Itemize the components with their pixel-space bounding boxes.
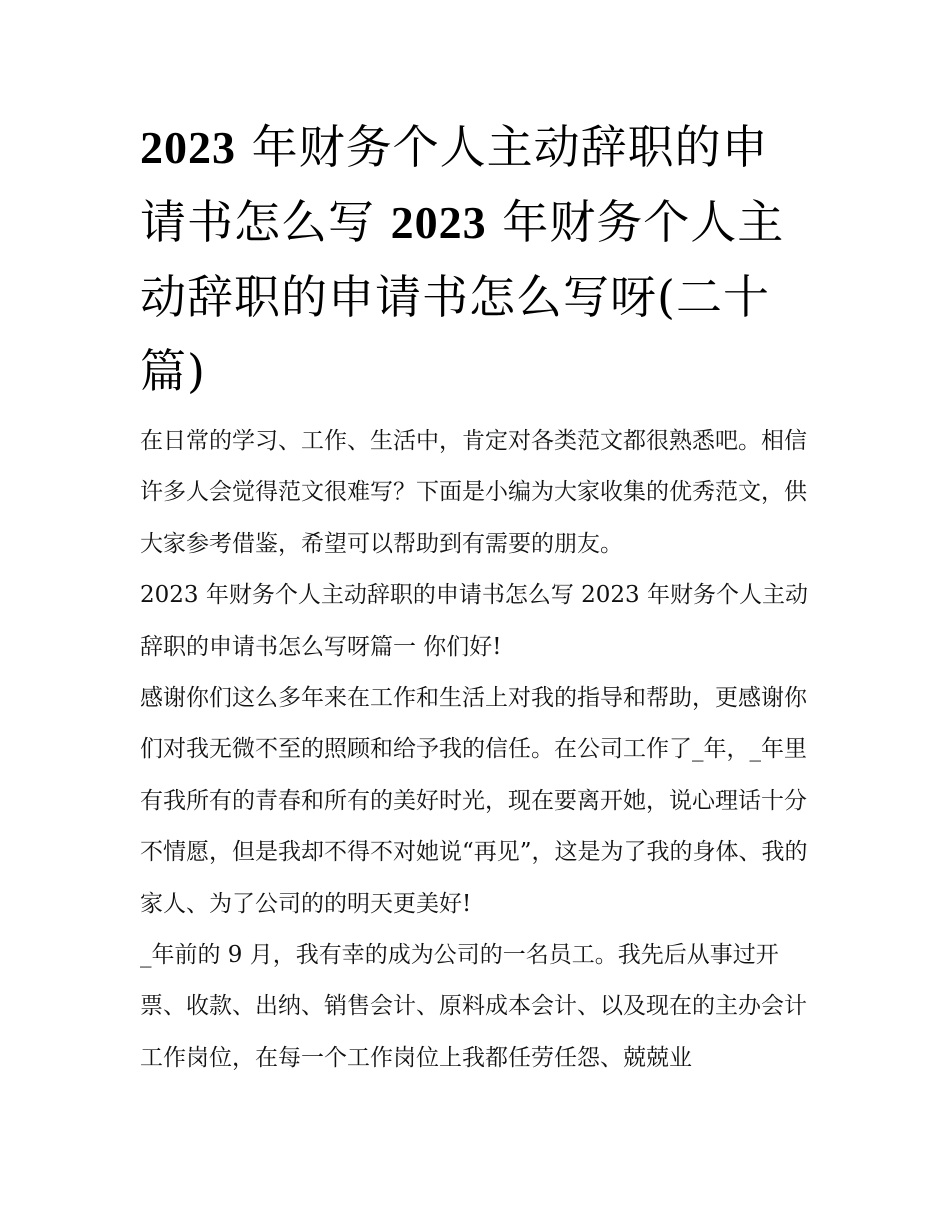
title-year-2: 2023 [390,197,487,248]
document-content [140,110,812,1084]
title-text-1: 年财务个人主动辞职的申请书怎么写 [140,120,769,249]
document-title [140,110,812,408]
title-year-1: 2023 [140,122,236,173]
document-body [140,416,812,1084]
paragraph-history: _年前的 9 月，我有幸的成为公司的一名员工。我先后从事过开票、收款、出纳、销售会计、原料成本会计、以及现在的主办会计工作岗位，在每一个工作岗位上我都任劳任怨、兢兢业 [140,942,807,1071]
paragraph-thanks: 感谢你们这么多年来在工作和生活上对我的指导和帮助，更感谢你们对我无微不至的照顾和给予我的信任。在公司工作了_年，_年里有我所有的青春和所有的美好时光，现在要离开她，说心理话十分不情愿，但是我却不得不对她说“再见”，这是为了我的身体、我的家人、为了公司的的明天更美好! [140,685,808,917]
title-text-2: 年财务个人主动辞职的申请书怎么写呀(二十篇) [140,195,785,398]
paragraph-heading: 2023 年财务个人主动辞职的申请书怎么写 2023 年财务个人主动辞职的申请书怎么写呀篇一 你们好! [140,582,808,660]
paragraph-intro: 在日常的学习、工作、生活中，肯定对各类范文都很熟悉吧。相信许多人会觉得范文很难写？下面是小编为大家收集的优秀范文，供大家参考借鉴，希望可以帮助到有需要的朋友。 [140,428,807,557]
